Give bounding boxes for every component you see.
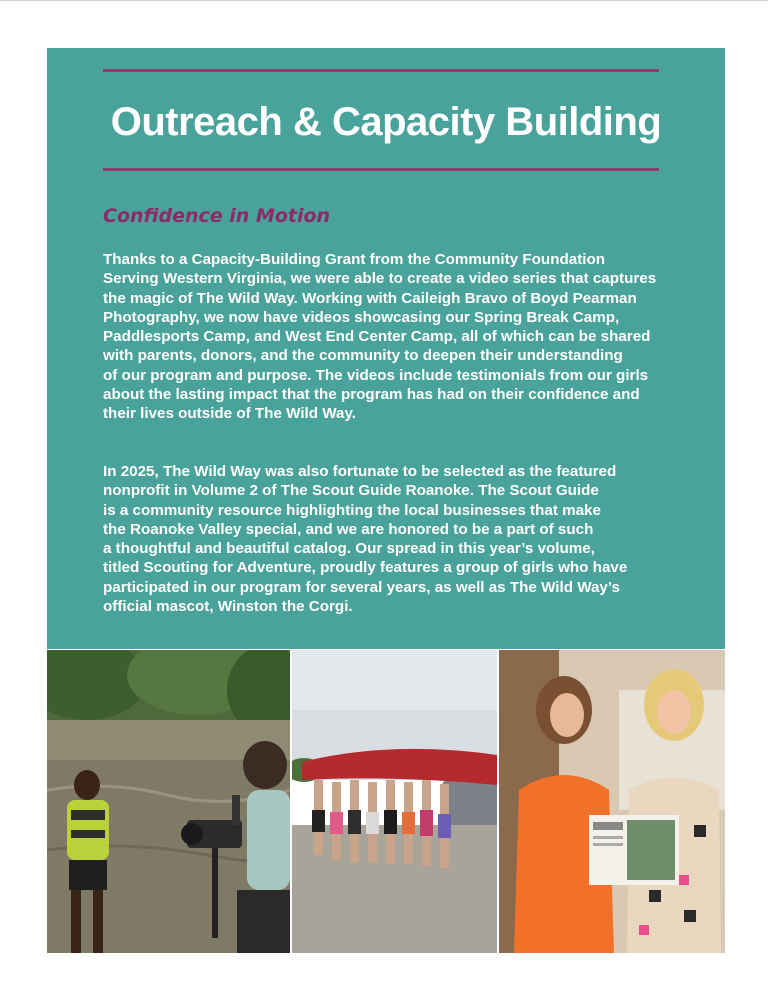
paragraph-line: the Roanoke Valley special, and we are honored to be a part of such [103, 520, 594, 538]
paragraph-line: about the lasting impact that the program has had on their confidence and [103, 386, 640, 404]
paragraph-scout-guide [103, 462, 663, 616]
paragraph-video-series [103, 250, 663, 424]
outreach-panel [47, 48, 725, 649]
paragraph-line: is a community resource highlighting the local businesses that make [103, 501, 601, 519]
paragraph-line: participated in our program for several years, as well as The Wild Way’s [103, 578, 620, 596]
paragraph-line: titled Scouting for Adventure, proudly features a group of girls who have [103, 559, 628, 577]
river-filming-photo [47, 650, 290, 953]
paragraph-line: Thanks to a Capacity-Building Grant from the Community Foundation [103, 251, 606, 268]
paragraph-line: official mascot, Winston the Corgi. [103, 598, 353, 616]
paragraph-line: of our program and purpose. The videos include testimonials from our girls [103, 366, 649, 384]
paragraph-line: Paddlesports Camp, and West End Center Camp, all of which can be shared [103, 328, 651, 346]
paragraph-line: nonprofit in Volume 2 of The Scout Guide Roanoke. The Scout Guide [103, 482, 599, 500]
group-canoe-photo [292, 650, 497, 953]
paragraph-line: Photography, we now have videos showcasing our Spring Break Camp, [103, 308, 620, 326]
title-top-rule [103, 69, 659, 72]
section-subtitle: Confidence in Motion [103, 205, 331, 227]
paragraph-line: with parents, donors, and the community to deepen their understanding [103, 347, 623, 365]
paragraph-line: Serving Western Virginia, we were able to create a video series that captures [103, 270, 657, 288]
paragraph-line: a thoughtful and beautiful catalog. Our spread in this year’s volume, [103, 540, 595, 558]
scout-guide-catalog-photo [499, 650, 725, 953]
paragraph-line: the magic of The Wild Way. Working with Caileigh Bravo of Boyd Pearman [103, 289, 637, 307]
paragraph-line: their lives outside of The Wild Way. [103, 405, 357, 423]
paragraph-line: In 2025, The Wild Way was also fortunate to be selected as the featured [103, 463, 617, 480]
page-title: Outreach & Capacity Building [110, 100, 662, 144]
title-bottom-rule [103, 168, 659, 171]
page-top-border [0, 0, 768, 1]
